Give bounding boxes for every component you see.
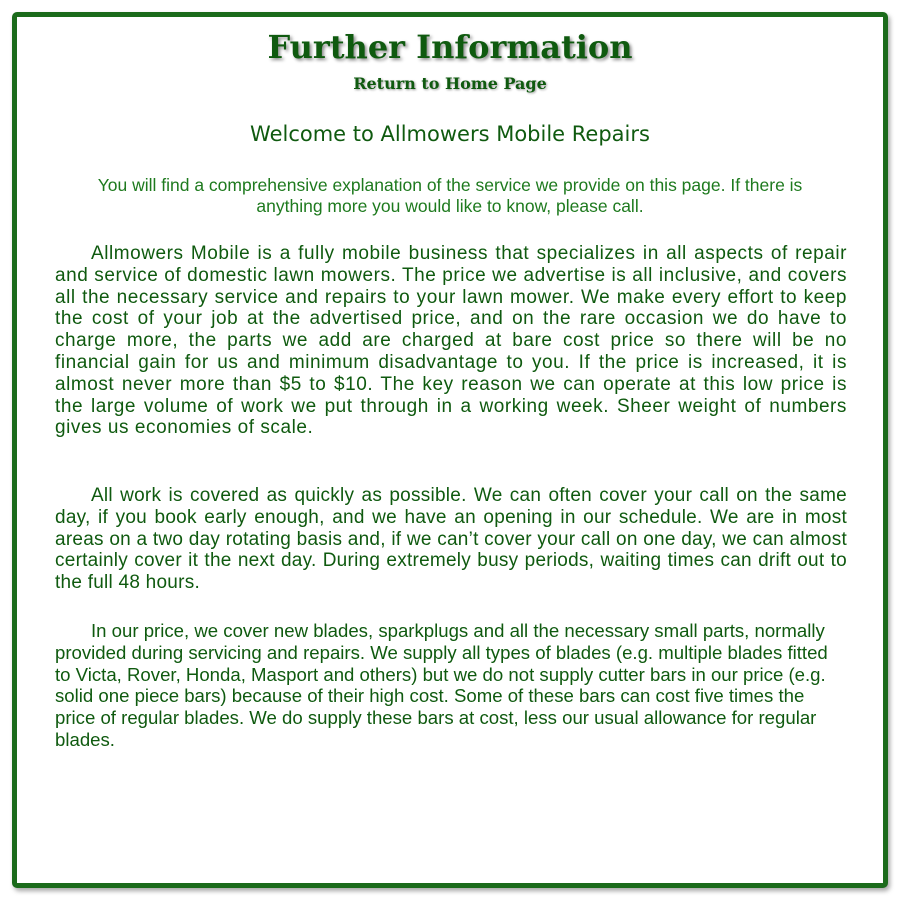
paragraph-scheduling: All work is covered as quickly as possible. We can often cover your call on the same day, if you book early enough, and we have an opening in our schedule. We are in most areas on a two day rotating basis and, if we can’t cover your call on one day, we can almost certainly cover it the next day. During extremely busy periods, waiting times can drift out to the full 48 hours. — [55, 485, 847, 594]
return-home-link[interactable]: Return to Home Page — [353, 74, 547, 93]
paragraph-parts-included: In our price, we cover new blades, sparkplugs and all the necessary small parts, normally provided during servicing and repairs. We supply all types of blades (e.g. multiple blades fitted to Victa, Rover, Honda, Masport and others) but we do not supply cutter bars in our price (e.g. solid one piece bars) because of their high cost. Some of these bars can cost five times the price of regular blades. We do supply these bars at cost, less our usual allowance for regular blades. — [55, 620, 828, 750]
page-title: Further Information — [267, 28, 633, 66]
welcome-heading: Welcome to Allmowers Mobile Repairs — [250, 122, 650, 146]
intro-text: You will find a comprehensive explanation of the service we provide on this page. If there is anything more you would like to know, please call. — [97, 175, 803, 216]
paragraph-service-overview: Allmowers Mobile is a fully mobile business that specializes in all aspects of repair and service of domestic lawn mowers. The price we advertise is all inclusive, and covers all the necessary service and repairs to your lawn mower. We make every effort to keep the cost of your job at the advertised price, and on the rare occasion we do have to charge more, the parts we add are charged at bare cost price so there will be no financial gain for us and minimum disadvantage to you. If the price is increased, it is almost never more than $5 to $10. The key reason we can operate at this low price is the large volume of work we put through in a working week. Sheer weight of numbers gives us economies of scale. — [55, 243, 847, 439]
